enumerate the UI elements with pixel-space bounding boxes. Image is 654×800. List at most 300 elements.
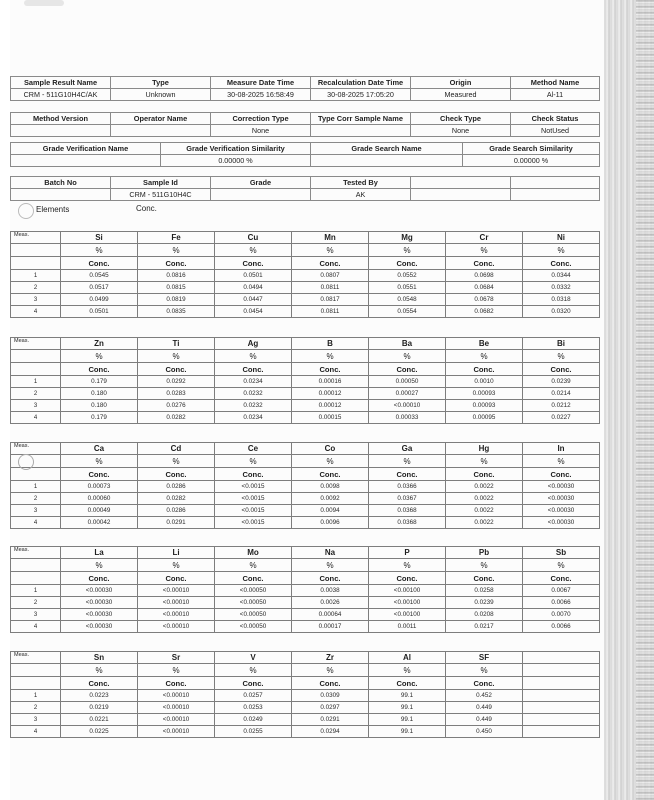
header-value: CRM - 511G10H4C/AK: [11, 89, 111, 101]
element-symbol: Al: [369, 652, 446, 664]
conc-header: Conc.: [369, 363, 446, 376]
element-symbol: SF: [446, 652, 523, 664]
header-label: Origin: [411, 77, 511, 89]
conc-value: 0.0214: [523, 388, 600, 400]
conc-header: Conc.: [446, 468, 523, 481]
conc-header: Conc.: [215, 572, 292, 585]
conc-header: Conc.: [138, 572, 215, 585]
element-unit: %: [215, 350, 292, 363]
conc-value: 0.00073: [61, 481, 138, 493]
element-symbol: Be: [446, 338, 523, 350]
conc-value: 99.1: [369, 702, 446, 714]
element-unit: %: [369, 244, 446, 257]
element-unit: %: [138, 664, 215, 677]
element-symbol: Zn: [61, 338, 138, 350]
element-unit: %: [292, 559, 369, 572]
conc-value: 0.180: [61, 400, 138, 412]
meas-header: Meas.: [11, 652, 61, 664]
grade-table: [10, 142, 600, 167]
element-unit: %: [369, 664, 446, 677]
meas-number: 3: [11, 400, 61, 412]
grade-value: [311, 155, 463, 167]
element-symbol: Ba: [369, 338, 446, 350]
conc-value: 0.450: [446, 726, 523, 738]
meas-number: 1: [11, 481, 61, 493]
meas-number: 2: [11, 493, 61, 505]
grade-value: 0.00000 %: [463, 155, 600, 167]
grade-label: Grade Search Name: [311, 143, 463, 155]
conc-value: 0.00042: [61, 517, 138, 529]
meas-header: Meas.: [11, 338, 61, 350]
meas-number: 3: [11, 294, 61, 306]
conc-header: Conc.: [523, 572, 600, 585]
element-unit: %: [61, 559, 138, 572]
conc-value: 0.0067: [523, 585, 600, 597]
header-value: [111, 125, 211, 137]
header-table: [10, 112, 600, 137]
header-label: Tested By: [311, 177, 411, 189]
meas-number: 3: [11, 609, 61, 621]
element-unit: %: [61, 664, 138, 677]
conc-value: 0.0217: [446, 621, 523, 633]
conc-value: 0.00049: [61, 505, 138, 517]
conc-value: 0.0297: [292, 702, 369, 714]
grade-value: 0.00000 %: [161, 155, 311, 167]
element-symbol: Co: [292, 443, 369, 455]
element-unit: [523, 664, 600, 677]
grade-value: [11, 155, 161, 167]
conc-value: 0.0286: [138, 505, 215, 517]
meas-number: 4: [11, 726, 61, 738]
conc-value: 0.0022: [446, 493, 523, 505]
conc-value: 0.0208: [446, 609, 523, 621]
header-value: [311, 125, 411, 137]
header-label: Measure Date Time: [211, 77, 311, 89]
element-symbol: Mg: [369, 232, 446, 244]
conc-value: 0.0501: [61, 306, 138, 318]
conc-header: Conc.: [523, 468, 600, 481]
conc-value: 0.0022: [446, 517, 523, 529]
header-table: [10, 176, 600, 201]
conc-value: <0.00050: [215, 609, 292, 621]
conc-value: 0.0684: [446, 282, 523, 294]
meas-header: Meas.: [11, 443, 61, 455]
empty-cell: [11, 244, 61, 257]
conc-value: 0.0367: [369, 493, 446, 505]
conc-value: 0.0232: [215, 388, 292, 400]
conc-header: Conc.: [369, 468, 446, 481]
conc-header: Conc.: [292, 363, 369, 376]
conc-value: <0.00010: [138, 714, 215, 726]
conc-value: 0.0454: [215, 306, 292, 318]
header-table: [10, 76, 600, 101]
header-value: None: [211, 125, 311, 137]
element-block: [10, 442, 600, 529]
element-unit: %: [523, 350, 600, 363]
element-unit: %: [446, 350, 523, 363]
conc-header: Conc.: [61, 677, 138, 690]
conc-value: 0.0344: [523, 270, 600, 282]
conc-header: Conc.: [292, 468, 369, 481]
conc-value: 0.0212: [523, 400, 600, 412]
element-unit: %: [369, 559, 446, 572]
element-symbol: Ti: [138, 338, 215, 350]
element-unit: %: [292, 664, 369, 677]
conc-value: 0.449: [446, 714, 523, 726]
header-label: Method Version: [11, 113, 111, 125]
element-unit: %: [215, 664, 292, 677]
conc-value: <0.00030: [523, 505, 600, 517]
conc-value: 0.0447: [215, 294, 292, 306]
conc-value: 0.0318: [523, 294, 600, 306]
conc-value: 0.0026: [292, 597, 369, 609]
conc-header: Conc.: [523, 257, 600, 270]
meas-number: 4: [11, 621, 61, 633]
empty-cell: [11, 363, 61, 376]
elements-label: Elements: [36, 205, 70, 214]
element-symbol: Zr: [292, 652, 369, 664]
conc-value: 0.0366: [369, 481, 446, 493]
header-value: None: [411, 125, 511, 137]
conc-value: [523, 690, 600, 702]
conc-value: 0.0517: [61, 282, 138, 294]
header-label: [411, 177, 511, 189]
conc-value: 0.0225: [61, 726, 138, 738]
conc-value: 0.0811: [292, 306, 369, 318]
element-unit: %: [138, 350, 215, 363]
conc-value: 0.0283: [138, 388, 215, 400]
empty-cell: [11, 559, 61, 572]
conc-value: 0.0282: [138, 493, 215, 505]
meas-number: 2: [11, 702, 61, 714]
conc-value: 0.0551: [369, 282, 446, 294]
conc-value: 0.00093: [446, 400, 523, 412]
conc-value: 99.1: [369, 714, 446, 726]
elements-header: [14, 202, 314, 220]
element-symbol: Ce: [215, 443, 292, 455]
header-label: Correction Type: [211, 113, 311, 125]
conc-value: 0.0092: [292, 493, 369, 505]
meas-number: 1: [11, 585, 61, 597]
conc-value: 0.0817: [292, 294, 369, 306]
meas-number: 3: [11, 505, 61, 517]
meas-header: Meas.: [11, 232, 61, 244]
conc-value: 0.180: [61, 388, 138, 400]
meas-number: 1: [11, 270, 61, 282]
conc-value: 0.0276: [138, 400, 215, 412]
conc-value: 0.0249: [215, 714, 292, 726]
conc-value: 0.0066: [523, 597, 600, 609]
header-value: Unknown: [111, 89, 211, 101]
conc-value: <0.00030: [61, 597, 138, 609]
conc-value: 0.0494: [215, 282, 292, 294]
header-value: Measured: [411, 89, 511, 101]
conc-header: Conc.: [446, 257, 523, 270]
conc-value: 0.0257: [215, 690, 292, 702]
element-unit: %: [61, 244, 138, 257]
conc-value: 0.0098: [292, 481, 369, 493]
conc-header: Conc.: [446, 677, 523, 690]
conc-value: 0.0066: [523, 621, 600, 633]
element-block: [10, 651, 600, 738]
conc-value: 0.0221: [61, 714, 138, 726]
conc-value: <0.00010: [138, 726, 215, 738]
header-value: Al-11: [511, 89, 600, 101]
conc-value: 0.0552: [369, 270, 446, 282]
header-value: [11, 189, 111, 201]
element-symbol: P: [369, 547, 446, 559]
conc-value: 0.0227: [523, 412, 600, 424]
element-symbol: Ca: [61, 443, 138, 455]
conc-value: 0.0094: [292, 505, 369, 517]
conc-header: Conc.: [446, 572, 523, 585]
element-unit: %: [523, 244, 600, 257]
conc-header: Conc.: [138, 257, 215, 270]
element-symbol: Hg: [446, 443, 523, 455]
conc-value: 0.449: [446, 702, 523, 714]
conc-header: Conc.: [369, 572, 446, 585]
conc-value: <0.0015: [215, 493, 292, 505]
header-label: Type: [111, 77, 211, 89]
element-unit: %: [292, 350, 369, 363]
header-label: Recalculation Date Time: [311, 77, 411, 89]
element-block: [10, 337, 600, 424]
conc-header: Conc.: [215, 257, 292, 270]
conc-value: <0.00100: [369, 585, 446, 597]
element-unit: %: [215, 559, 292, 572]
empty-cell: [11, 664, 61, 677]
element-symbol: Si: [61, 232, 138, 244]
conc-value: <0.0015: [215, 505, 292, 517]
conc-value: 0.0320: [523, 306, 600, 318]
conc-value: 0.0368: [369, 505, 446, 517]
conc-header: Conc.: [61, 572, 138, 585]
conc-value: 0.0368: [369, 517, 446, 529]
empty-cell: [11, 257, 61, 270]
element-symbol: B: [292, 338, 369, 350]
element-unit: %: [61, 455, 138, 468]
empty-cell: [11, 677, 61, 690]
conc-header: Conc.: [61, 468, 138, 481]
conc-header: Conc.: [215, 677, 292, 690]
conc-header: Conc.: [446, 363, 523, 376]
conc-value: <0.00050: [215, 621, 292, 633]
element-symbol: Cu: [215, 232, 292, 244]
meas-number: 1: [11, 690, 61, 702]
meas-number: 4: [11, 517, 61, 529]
header-value: 30-08-2025 17:05:20: [311, 89, 411, 101]
conc-value: <0.00010: [138, 621, 215, 633]
element-unit: %: [61, 350, 138, 363]
element-unit: %: [369, 350, 446, 363]
element-symbol: Na: [292, 547, 369, 559]
element-unit: %: [523, 559, 600, 572]
conc-value: 0.0038: [292, 585, 369, 597]
element-symbol: Ni: [523, 232, 600, 244]
empty-cell: [11, 350, 61, 363]
element-symbol: In: [523, 443, 600, 455]
element-symbol: Sb: [523, 547, 600, 559]
conc-value: 0.00050: [369, 376, 446, 388]
conc-value: 0.0239: [523, 376, 600, 388]
element-symbol: Cr: [446, 232, 523, 244]
header-value: [211, 189, 311, 201]
header-value: [11, 125, 111, 137]
header-label: Grade: [211, 177, 311, 189]
conc-value: <0.0015: [215, 517, 292, 529]
grade-label: Grade Search Similarity: [463, 143, 600, 155]
element-symbol: Li: [138, 547, 215, 559]
empty-cell: [11, 468, 61, 481]
conc-header: Conc.: [61, 257, 138, 270]
conc-value: 99.1: [369, 726, 446, 738]
conc-value: [523, 702, 600, 714]
conc-value: 0.00017: [292, 621, 369, 633]
conc-value: 0.0819: [138, 294, 215, 306]
header-value: NotUsed: [511, 125, 600, 137]
element-symbol: Mn: [292, 232, 369, 244]
conc-value: 0.0253: [215, 702, 292, 714]
element-block: [10, 231, 600, 318]
header-value: CRM - 511G10H4C: [111, 189, 211, 201]
grade-label: Grade Verification Similarity: [161, 143, 311, 155]
element-symbol: Sn: [61, 652, 138, 664]
conc-value: 0.0678: [446, 294, 523, 306]
conc-value: 0.0291: [138, 517, 215, 529]
conc-value: 0.0022: [446, 481, 523, 493]
conc-value: <0.0015: [215, 481, 292, 493]
element-unit: %: [138, 559, 215, 572]
conc-value: <0.00030: [61, 585, 138, 597]
element-unit: %: [446, 664, 523, 677]
header-value: AK: [311, 189, 411, 201]
conc-value: 0.0501: [215, 270, 292, 282]
conc-value: <0.00010: [138, 609, 215, 621]
element-symbol: Cd: [138, 443, 215, 455]
header-value: [411, 189, 511, 201]
conc-value: 0.0548: [369, 294, 446, 306]
conc-value: 0.0234: [215, 376, 292, 388]
meas-number: 4: [11, 306, 61, 318]
conc-value: 0.00060: [61, 493, 138, 505]
header-label: Check Status: [511, 113, 600, 125]
conc-value: 0.0811: [292, 282, 369, 294]
meas-header: Meas.: [11, 547, 61, 559]
conc-value: 0.0291: [292, 714, 369, 726]
conc-value: 0.00012: [292, 388, 369, 400]
element-symbol: V: [215, 652, 292, 664]
header-label: Sample Result Name: [11, 77, 111, 89]
conc-value: 0.0286: [138, 481, 215, 493]
conc-value: 0.0499: [61, 294, 138, 306]
conc-value: <0.00100: [369, 609, 446, 621]
conc-header: Conc.: [215, 468, 292, 481]
conc-header: Conc.: [523, 363, 600, 376]
conc-header: Conc.: [138, 363, 215, 376]
conc-value: 0.179: [61, 412, 138, 424]
header-label: Check Type: [411, 113, 511, 125]
conc-value: 0.179: [61, 376, 138, 388]
element-symbol: Ag: [215, 338, 292, 350]
conc-value: 0.0010: [446, 376, 523, 388]
element-unit: %: [138, 244, 215, 257]
meas-number: 2: [11, 597, 61, 609]
element-symbol: [523, 652, 600, 664]
elements-radio-icon: [18, 203, 34, 219]
conc-value: <0.00010: [369, 400, 446, 412]
conc-value: 0.0022: [446, 505, 523, 517]
conc-value: 0.0223: [61, 690, 138, 702]
element-unit: %: [292, 244, 369, 257]
element-symbol: Pb: [446, 547, 523, 559]
conc-value: <0.00010: [138, 585, 215, 597]
conc-value: 0.00016: [292, 376, 369, 388]
punch-hole-mark: [18, 454, 34, 470]
element-unit: %: [369, 455, 446, 468]
meas-number: 2: [11, 282, 61, 294]
conc-value: 0.0282: [138, 412, 215, 424]
conc-value: [523, 726, 600, 738]
conc-value: 0.0232: [215, 400, 292, 412]
conc-value: 0.452: [446, 690, 523, 702]
element-unit: %: [292, 455, 369, 468]
conc-value: 0.0219: [61, 702, 138, 714]
conc-value: <0.00030: [61, 609, 138, 621]
conc-header: Conc.: [61, 363, 138, 376]
conc-value: <0.00030: [523, 493, 600, 505]
element-unit: %: [446, 244, 523, 257]
conc-value: <0.00010: [138, 597, 215, 609]
conc-value: <0.00030: [523, 517, 600, 529]
empty-cell: [11, 572, 61, 585]
conc-value: 0.00012: [292, 400, 369, 412]
conc-value: 0.0807: [292, 270, 369, 282]
conc-value: 0.0096: [292, 517, 369, 529]
conc-value: 0.00093: [446, 388, 523, 400]
conc-header: Conc.: [138, 677, 215, 690]
meas-number: 3: [11, 714, 61, 726]
header-label: Batch No: [11, 177, 111, 189]
conc-value: 0.0698: [446, 270, 523, 282]
element-symbol: Mo: [215, 547, 292, 559]
element-symbol: Sr: [138, 652, 215, 664]
header-label: Operator Name: [111, 113, 211, 125]
conc-header: Conc.: [138, 468, 215, 481]
element-unit: %: [446, 455, 523, 468]
conc-value: <0.00050: [215, 585, 292, 597]
conc-value: <0.00010: [138, 702, 215, 714]
conc-header: Conc.: [215, 363, 292, 376]
conc-header: Conc.: [369, 257, 446, 270]
conc-value: 0.0815: [138, 282, 215, 294]
conc-value: [523, 714, 600, 726]
element-symbol: Fe: [138, 232, 215, 244]
element-symbol: Ga: [369, 443, 446, 455]
element-unit: %: [215, 244, 292, 257]
conc-value: 0.0294: [292, 726, 369, 738]
element-unit: %: [215, 455, 292, 468]
element-unit: %: [446, 559, 523, 572]
conc-value: 0.0070: [523, 609, 600, 621]
header-label: Type Corr Sample Name: [311, 113, 411, 125]
header-value: 30-08-2025 16:58:49: [211, 89, 311, 101]
conc-value: 0.0332: [523, 282, 600, 294]
scan-smudge: [24, 0, 64, 6]
conc-value: 99.1: [369, 690, 446, 702]
conc-value: 0.0835: [138, 306, 215, 318]
conc-header: Conc.: [292, 257, 369, 270]
conc-value: 0.0234: [215, 412, 292, 424]
